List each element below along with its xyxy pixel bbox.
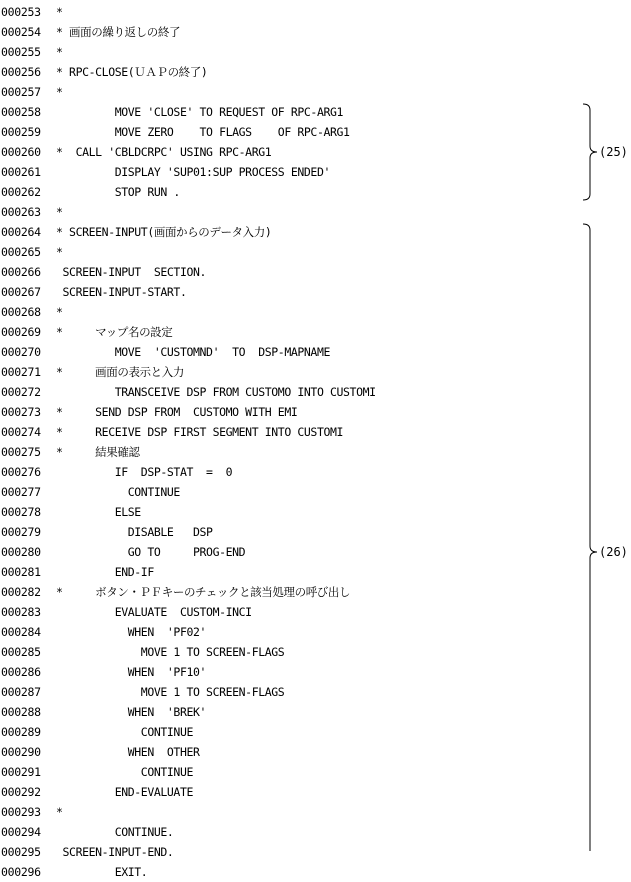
line-code: MOVE 1 TO SCREEN-FLAGS [56, 685, 285, 699]
annotation-label: (26) [599, 545, 628, 559]
line-code: * CALL 'CBLDCRPC' USING RPC-ARG1 [56, 145, 272, 159]
line-code: MOVE ZERO TO FLAGS OF RPC-ARG1 [56, 125, 350, 139]
line-number: 000256 [1, 65, 41, 79]
line-code: CONTINUE [56, 765, 193, 779]
line-code: SCREEN-INPUT SECTION. [56, 265, 207, 279]
line-code: ELSE [56, 505, 141, 519]
line-number: 000264 [1, 225, 41, 239]
line-code: DISPLAY 'SUP01:SUP PROCESS ENDED' [56, 165, 330, 179]
line-code: DISABLE DSP [56, 525, 213, 539]
line-number: 000292 [1, 785, 41, 799]
line-number: 000290 [1, 745, 41, 759]
line-number: 000296 [1, 865, 41, 879]
line-code: EXIT. [56, 865, 148, 879]
line-code: * [56, 305, 63, 319]
line-code: SCREEN-INPUT-END. [56, 845, 174, 859]
line-number: 000283 [1, 605, 41, 619]
line-number: 000277 [1, 485, 41, 499]
line-number: 000262 [1, 185, 41, 199]
line-number: 000266 [1, 265, 41, 279]
line-number: 000263 [1, 205, 41, 219]
line-number: 000284 [1, 625, 41, 639]
line-number: 000274 [1, 425, 41, 439]
line-code: * マップ名の設定 [56, 325, 173, 339]
line-code: EVALUATE CUSTOM-INCI [56, 605, 252, 619]
line-number: 000255 [1, 45, 41, 59]
line-number: 000272 [1, 385, 41, 399]
line-code: * 画面の繰り返しの終了 [56, 25, 181, 39]
line-number: 000273 [1, 405, 41, 419]
line-number: 000293 [1, 805, 41, 819]
line-code: MOVE 1 TO SCREEN-FLAGS [56, 645, 285, 659]
line-number: 000269 [1, 325, 41, 339]
line-code: * SCREEN-INPUT(画面からのデータ入力) [56, 225, 272, 239]
line-number: 000254 [1, 25, 41, 39]
line-code: * [56, 205, 63, 219]
line-number: 000282 [1, 585, 41, 599]
line-code: * [56, 245, 63, 259]
line-number: 000261 [1, 165, 41, 179]
line-code: * RPC-CLOSE(ＵＡＰの終了) [56, 65, 208, 79]
line-number: 000257 [1, 85, 41, 99]
line-code: * RECEIVE DSP FIRST SEGMENT INTO CUSTOMI [56, 425, 344, 439]
line-number: 000271 [1, 365, 41, 379]
line-number: 000286 [1, 665, 41, 679]
line-code: * [56, 5, 63, 19]
line-code: END-EVALUATE [56, 785, 193, 799]
line-number: 000268 [1, 305, 41, 319]
line-code: WHEN 'PF10' [56, 665, 207, 679]
line-code: * [56, 85, 63, 99]
line-code: SCREEN-INPUT-START. [56, 285, 187, 299]
line-code: STOP RUN . [56, 185, 180, 199]
annotation-brace [583, 224, 597, 851]
line-number: 000289 [1, 725, 41, 739]
annotation-brace [583, 104, 597, 200]
line-number: 000294 [1, 825, 41, 839]
line-code: IF DSP-STAT = 0 [56, 465, 233, 479]
line-number: 000267 [1, 285, 41, 299]
line-code: TRANSCEIVE DSP FROM CUSTOMO INTO CUSTOMI [56, 385, 376, 399]
line-code: * [56, 45, 63, 59]
line-number: 000253 [1, 5, 41, 19]
line-number: 000285 [1, 645, 41, 659]
line-code: WHEN OTHER [56, 745, 200, 759]
line-number: 000287 [1, 685, 41, 699]
line-number: 000265 [1, 245, 41, 259]
line-number: 000278 [1, 505, 41, 519]
line-code: * 画面の表示と入力 [56, 365, 184, 379]
line-number: 000275 [1, 445, 41, 459]
line-number: 000270 [1, 345, 41, 359]
line-code: CONTINUE [56, 485, 180, 499]
line-number: 000280 [1, 545, 41, 559]
line-number: 000291 [1, 765, 41, 779]
line-number: 000281 [1, 565, 41, 579]
line-number: 000258 [1, 105, 41, 119]
line-code: WHEN 'BREK' [56, 705, 207, 719]
line-code: MOVE 'CLOSE' TO REQUEST OF RPC-ARG1 [56, 105, 344, 119]
line-number: 000276 [1, 465, 41, 479]
line-code: CONTINUE [56, 725, 193, 739]
line-number: 000295 [1, 845, 41, 859]
line-number: 000288 [1, 705, 41, 719]
line-number: 000279 [1, 525, 41, 539]
annotation-label: (25) [599, 145, 628, 159]
line-code: END-IF [56, 565, 154, 579]
line-code: WHEN 'PF02' [56, 625, 207, 639]
line-number: 000259 [1, 125, 41, 139]
line-code: * SEND DSP FROM CUSTOMO WITH EMI [56, 405, 298, 419]
line-number: 000260 [1, 145, 41, 159]
line-code: * 結果確認 [56, 445, 140, 459]
line-code: * ボタン・ＰＦキーのチェックと該当処理の呼び出し [56, 585, 351, 599]
line-code: * [56, 805, 63, 819]
line-code: MOVE 'CUSTOMND' TO DSP-MAPNAME [56, 345, 330, 359]
line-code: CONTINUE. [56, 825, 174, 839]
line-code: GO TO PROG-END [56, 545, 246, 559]
